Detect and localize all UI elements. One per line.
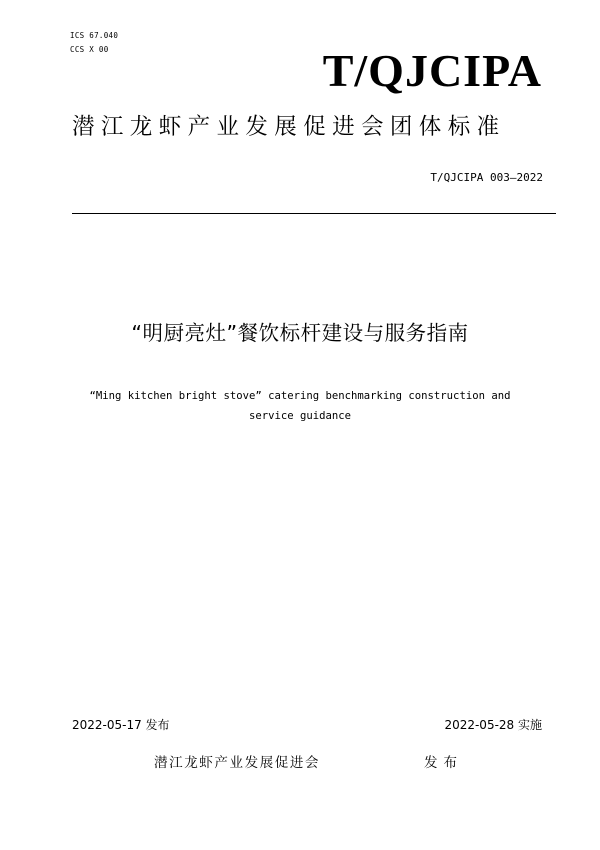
issuing-organization: 潜江龙虾产业发展促进会 [154,755,321,771]
issuer-action-label: 发布 [424,755,463,771]
document-title-english-line2: service guidance [248,410,352,422]
standard-number: T/QJCIPA 003—2022 [430,171,543,184]
organization-standard-title: 潜江龙虾产业发展促进会团体标准 [72,114,506,140]
implement-date: 2022-05-28 实施 [444,718,542,732]
ccs-code: CCS X 00 [70,45,109,54]
document-title-english-line1: “Ming kitchen bright stove” catering benchmarking construction and [89,390,511,402]
ics-code: ICS 67.040 [70,31,119,40]
header-divider [72,213,556,214]
publish-date: 2022-05-17 发布 [72,718,170,732]
document-title-chinese: “明厨亮灶”餐饮标杆建设与服务指南 [131,321,469,345]
standard-code-heading: T/QJCIPA [322,45,542,96]
